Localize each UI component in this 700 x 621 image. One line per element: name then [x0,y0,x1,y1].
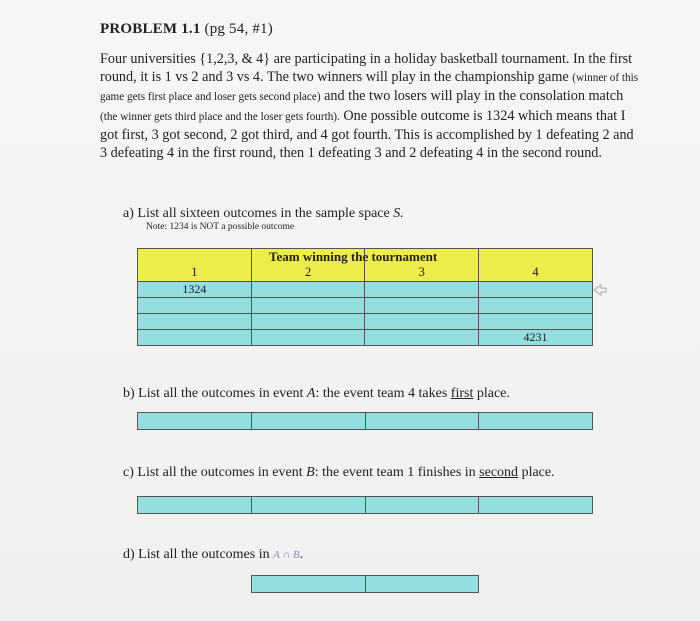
intro-part2: and the two losers will play in the consolation match [324,88,624,105]
outcomes-header-title: Team winning the tournament [269,249,438,264]
table-cell[interactable] [365,282,479,298]
part-d-question [123,547,303,563]
table-cell[interactable] [365,298,479,314]
table-cell[interactable] [138,314,252,330]
table-row [138,314,593,330]
problem-title [100,21,273,38]
answer-cell[interactable] [252,576,366,593]
answer-cell[interactable] [365,413,479,430]
part-b-underlined: first [450,386,474,401]
cursor-mark-icon [592,283,608,297]
problem-reference: (pg 54, #1) [204,21,273,37]
intro-part1: Four universities {1,2,3, & 4} are participating in a holiday basketball tournament. In the first round, it is 1 vs 2 and 3 vs 4. The two winners will play in the championship game [100,51,633,86]
outcome-example: 1324 [182,282,207,296]
part-a-text: List all sixteen outcomes in the sample space [137,206,390,221]
part-b-event: A [306,386,316,401]
part-d-answer-table [251,575,479,593]
note-text: 1234 is NOT a possible outcome [169,222,295,232]
table-cell[interactable] [479,298,593,314]
part-c-question [123,465,555,481]
table-row [138,330,593,346]
part-b-question [123,386,510,402]
answer-cell[interactable] [138,497,252,514]
part-b-text-after: place. [476,386,510,401]
column-label-2: 2 [305,264,312,279]
part-d-set-expression: A ∩ B [273,549,300,561]
outcomes-header-cell-4 [479,249,593,282]
part-a-label: a) [123,206,134,221]
table-cell[interactable] [251,282,365,298]
intro-paren: (winner of this game gets first place and loser gets second place) [100,72,639,104]
answer-cell[interactable] [251,413,365,430]
part-a-question [123,206,404,222]
part-c-label: c) [123,465,134,480]
table-cell[interactable] [251,298,365,314]
table-row [138,282,593,298]
part-c-text-mid: : the event team 1 finishes in [314,465,476,480]
table-cell[interactable] [479,314,593,330]
table-cell[interactable] [251,314,365,330]
table-cell[interactable] [365,314,479,330]
problem-title-bold: PROBLEM 1.1 [100,21,201,37]
part-c-text-before: List all the outcomes in event [137,465,303,480]
answer-cell[interactable] [479,413,593,430]
answer-cell[interactable] [479,497,593,514]
column-label-3: 3 [418,264,425,279]
table-cell[interactable] [365,330,479,346]
part-d-text-before: List all the outcomes in [138,547,270,562]
intro-paren2: (the winner gets third place and the loser gets fourth). [100,110,340,123]
table-cell[interactable] [138,330,252,346]
answer-cell[interactable] [365,576,479,593]
part-b-answer-table [137,412,593,430]
part-a-note [146,222,294,232]
answer-cell[interactable] [138,413,252,430]
table-cell[interactable] [479,282,593,298]
table-cell[interactable] [138,298,252,314]
column-label-1: 1 [191,264,198,279]
part-c-event: B [306,465,315,480]
table-row [138,413,593,430]
answer-cell[interactable] [251,497,365,514]
answer-cell[interactable] [365,497,479,514]
column-label-4: 4 [532,264,539,279]
outcome-example-last: 4231 [523,330,548,344]
part-c-answer-table [137,496,593,514]
note-label: Note: [146,222,168,232]
part-b-label: b) [123,386,135,401]
outcomes-header-cell-1 [138,249,252,282]
table-row [138,497,593,514]
table-cell[interactable] [479,330,593,346]
part-c-text-after: place. [521,465,555,480]
table-cell[interactable] [251,330,365,346]
part-a-symbol: S. [393,206,404,221]
table-cell[interactable] [138,282,252,298]
table-row [138,298,593,314]
part-d-text-after: . [299,547,304,562]
part-b-text-mid: : the event team 4 takes [315,386,448,401]
intro-part3: One possible outcome is 1324 which means that I got first, 3 got second, 2 got third, and 4 got fourth. This is accomplished by 1 defeating 2 and 3 defeating 4 in the first round, then 1 defeating 3 and 2 defeating 4 in the second round. [100,107,634,162]
part-b-text-before: List all the outcomes in event [138,386,304,401]
part-d-label: d) [123,547,135,562]
table-row [252,576,479,593]
part-c-underlined: second [479,465,519,480]
problem-description [100,50,640,162]
